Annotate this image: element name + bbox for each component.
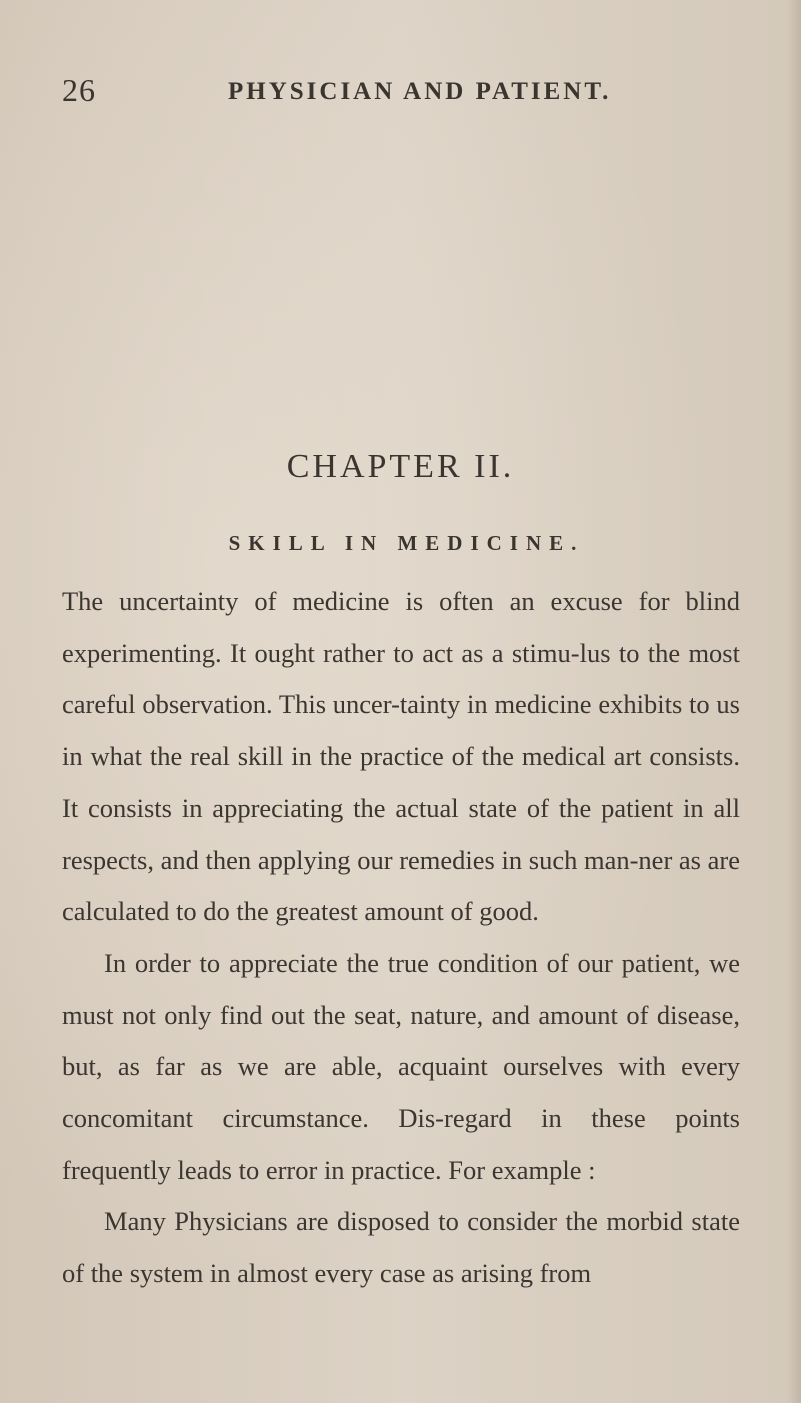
running-head bbox=[62, 72, 742, 112]
paragraph-2: In order to appreciate the true condition of our patient, we must not only find out the seat, nature, and amount of disease, but, as far as we are able, acquaint ourselves with every concomitant circumstance. Dis-regard in these points frequently leads to error in practice. For example : bbox=[62, 947, 740, 1185]
running-title: PHYSICIAN AND PATIENT. bbox=[228, 78, 612, 105]
paragraph-1: The uncertainty of medicine is often an excuse for blind experimenting. It ought rather to act as a stimu-lus to the most careful observation. This uncer-tainty in medicine exhibits to us in what the real skill in the practice of the medical art consists. It consists in appreciating the actual state of the patient in all respects, and then applying our remedies in such man-ner as are calculated to do the greatest amount of good. bbox=[62, 586, 740, 927]
body-text bbox=[62, 576, 740, 1300]
page-number: 26 bbox=[62, 72, 96, 108]
chapter-title: CHAPTER II. bbox=[286, 448, 515, 485]
page-edge-shadow bbox=[787, 0, 801, 1403]
paragraph-3: Many Physicians are disposed to consider the morbid state of the system in almost every case as arising from bbox=[62, 1206, 740, 1289]
chapter-subtitle: SKILL IN MEDICINE. bbox=[228, 531, 585, 555]
